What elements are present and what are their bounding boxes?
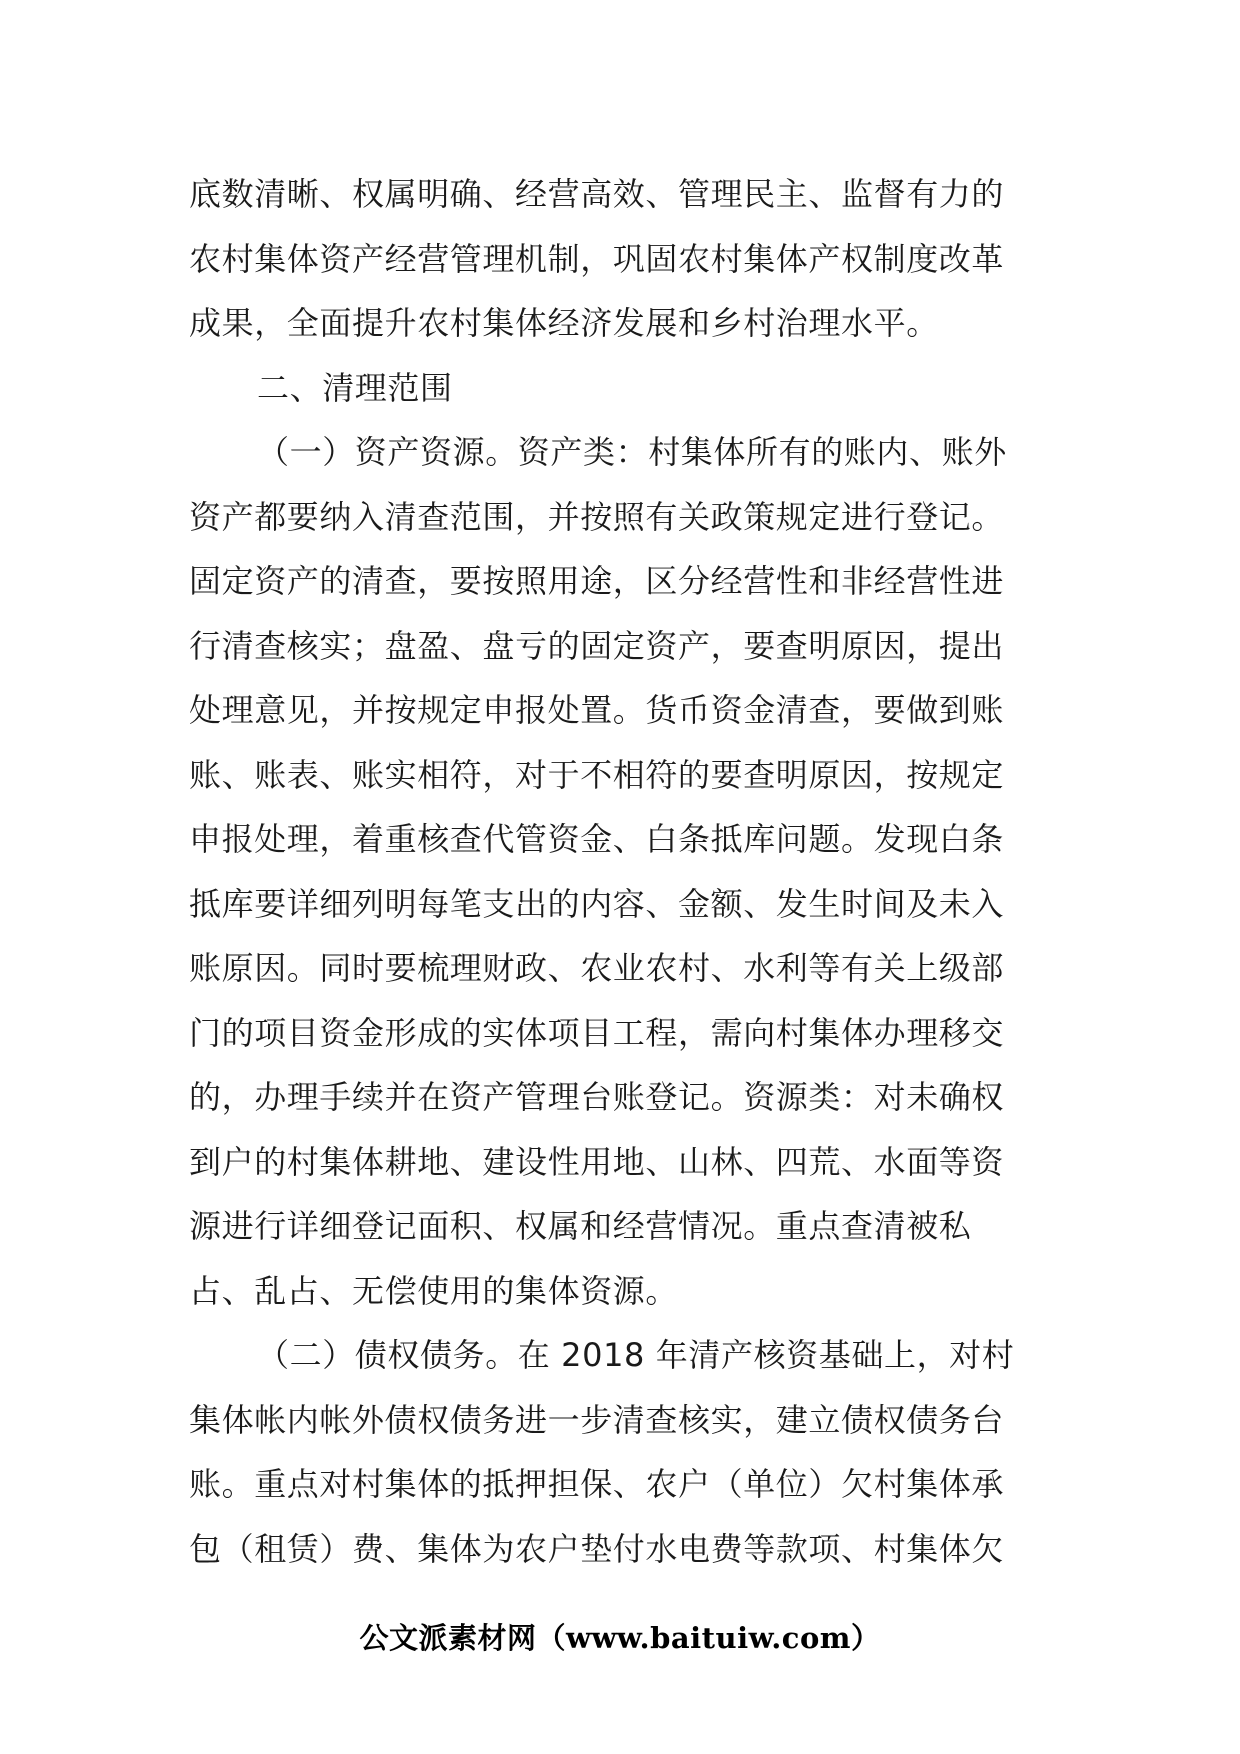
paragraph-line: 的，办理手续并在资产管理台账登记。资源类：对未确权 [189,1078,1005,1116]
document-body [189,162,1057,1581]
paragraph-line: 行清查核实；盘盈、盘亏的固定资产，要查明原因，提出 [189,626,1005,665]
paragraph-line: 账原因。同时要梳理财政、农业农村、水利等有关上级部 [189,949,1005,987]
paragraph-line: （二）债权债务。在 2018 年清产核资基础上，对村 [257,1336,1015,1374]
paragraph-line: 包（租赁）费、集体为农户垫付水电费等款项、村集体欠 [189,1529,1005,1568]
footer-watermark: 公文派素材网（www.baituiw.com） [359,1621,881,1655]
paragraph-line: 账。重点对村集体的抵押担保、农户（单位）欠村集体承 [189,1465,1005,1503]
paragraph-line: 集体帐内帐外债权债务进一步清查核实，建立债权债务台 [189,1400,1005,1439]
paragraph-line: 底数清晰、权属明确、经营高效、管理民主、监督有力的 [189,175,1005,213]
paragraph-line: 占、乱占、无偿使用的集体资源。 [189,1271,679,1310]
paragraph-line: 门的项目资金形成的实体项目工程，需向村集体办理移交 [189,1013,1005,1052]
paragraph-line: 申报处理，着重核查代管资金、白条抵库问题。发现白条 [189,820,1005,858]
paragraph-line: 抵库要详细列明每笔支出的内容、金额、发生时间及未入 [189,884,1005,923]
paragraph-line: 到户的村集体耕地、建设性用地、山林、四荒、水面等资 [189,1142,1005,1181]
section-heading: 二、清理范围 [257,368,453,407]
paragraph-line: 处理意见，并按规定申报处置。货币资金清查，要做到账 [189,691,1005,729]
paragraph-line: （一）资产资源。资产类：村集体所有的账内、账外 [257,433,1007,471]
paragraph-line: 固定资产的清查，要按照用途，区分经营性和非经营性进 [189,562,1005,600]
paragraph-line: 成果，全面提升农村集体经济发展和乡村治理水平。 [189,304,939,342]
paragraph-line: 账、账表、账实相符，对于不相符的要查明原因，按规定 [189,755,1005,794]
paragraph-line: 源进行详细登记面积、权属和经营情况。重点查清被私 [189,1207,972,1245]
paragraph-line: 农村集体资产经营管理机制，巩固农村集体产权制度改革 [189,239,1005,278]
paragraph-line: 资产都要纳入清查范围，并按照有关政策规定进行登记。 [189,497,1005,536]
